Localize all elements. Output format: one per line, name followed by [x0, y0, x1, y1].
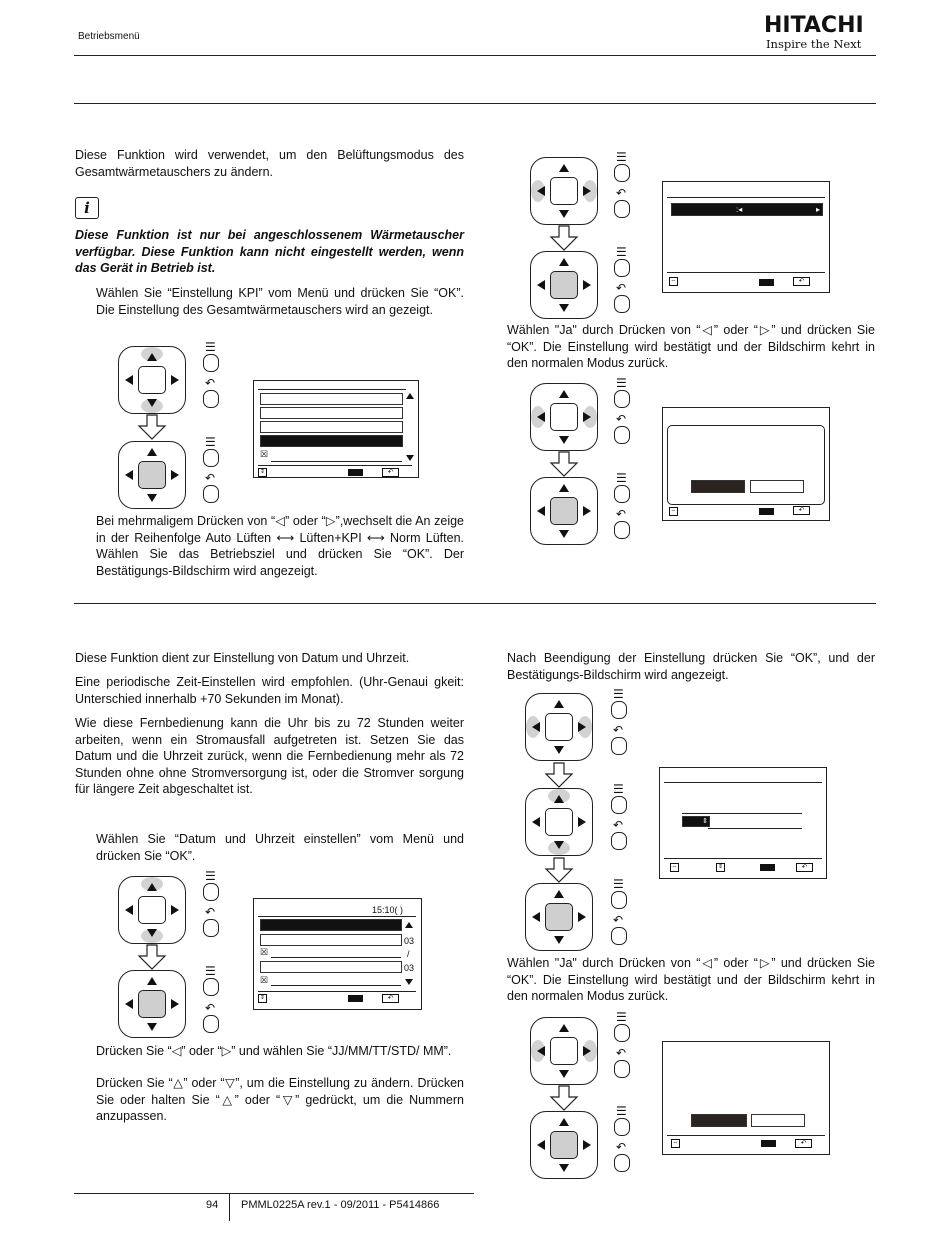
- footer-divider: [229, 1193, 230, 1221]
- left-right-icon: ⇔: [672, 1140, 679, 1146]
- section-rule-2: [74, 603, 876, 604]
- left-arrow-icon: [532, 722, 540, 732]
- left-right-icon: ⇔: [670, 278, 677, 284]
- date-step1-text: Wählen Sie “Datum und Uhrzeit einstellen” vom Menü und drücken Sie “OK”.: [96, 832, 464, 863]
- back-icon: ↶: [382, 994, 399, 1003]
- lcd-screen-confirm-1: [662, 407, 830, 521]
- back-icon: ↶: [616, 412, 627, 426]
- up-arrow-icon: [147, 448, 157, 456]
- back-icon: ↶: [205, 376, 216, 390]
- dpad: [530, 383, 598, 451]
- lcd-screen-confirm-2: [662, 1041, 830, 1155]
- back-icon: ↶: [205, 471, 216, 485]
- up-down-icon: ⇕: [717, 864, 724, 870]
- down-arrow-icon: [559, 210, 569, 218]
- back-button: [203, 390, 219, 408]
- menu-icon: ☰: [616, 376, 627, 390]
- ok-button: [138, 366, 166, 394]
- left-arrow-icon: [532, 912, 540, 922]
- ok-button: [545, 808, 573, 836]
- back-button: [611, 737, 627, 755]
- arrow-down-icon: [549, 225, 579, 251]
- dpad: [530, 157, 598, 225]
- intro-text-2: Diese Funktion dient zur Einstellung von Datum und Uhrzeit.: [75, 651, 410, 665]
- arrow-down-icon: [544, 857, 574, 883]
- lcd-screen-kpi-menu: [253, 380, 419, 478]
- arrow-down-icon: [549, 1085, 579, 1111]
- back-icon: ↶: [616, 186, 627, 200]
- down-arrow-icon: [147, 399, 157, 407]
- right-arrow-icon: [583, 412, 591, 422]
- dpad: [525, 693, 593, 761]
- ok-button: [138, 896, 166, 924]
- right-arrow-icon: [171, 375, 179, 385]
- menu-button: [614, 1118, 630, 1136]
- menu-button: [611, 891, 627, 909]
- menu-button: [203, 354, 219, 372]
- arrow-down-icon: [549, 451, 579, 477]
- checkbox-icon: ☒: [260, 975, 269, 985]
- menu-icon: ☰: [616, 150, 627, 164]
- ok-button: [550, 403, 578, 431]
- back-icon: ↶: [613, 818, 624, 832]
- info-icon: i: [75, 197, 99, 219]
- right-arrow-icon: [578, 722, 586, 732]
- back-button: [614, 1060, 630, 1078]
- page-number: 94: [206, 1199, 219, 1211]
- menu-icon: ☰: [205, 435, 216, 449]
- back-button: [611, 832, 627, 850]
- down-arrow-icon: [559, 304, 569, 312]
- right-arrow-icon: [171, 470, 179, 480]
- menu-icon: ☰: [205, 340, 216, 354]
- up-arrow-icon: [147, 353, 157, 361]
- checkbox-icon: ☒: [260, 449, 269, 459]
- back-icon: ↶: [616, 281, 627, 295]
- dpad: [118, 346, 186, 414]
- down-arrow-icon: [559, 1164, 569, 1172]
- up-arrow-icon: [559, 484, 569, 492]
- brand-name: HITACHI: [764, 13, 864, 38]
- arrow-down-icon: [544, 762, 574, 788]
- menu-button: [611, 701, 627, 719]
- up-arrow-icon: [559, 390, 569, 398]
- note-text: Diese Funktion ist nur bei angeschlossenem Wärmetauscher verfügbar. Diese Funktion kann nicht eingestellt werden, wenn das Gerät in Betrieb ist.: [75, 228, 464, 275]
- up-arrow-icon: [147, 977, 157, 985]
- menu-button: [614, 164, 630, 182]
- right-arrow-icon: [583, 506, 591, 516]
- dpad: [530, 251, 598, 319]
- screen-value-3: 03: [404, 963, 415, 973]
- menu-icon: ☰: [613, 782, 624, 796]
- ok-button: [138, 990, 166, 1018]
- left-arrow-icon: [537, 506, 545, 516]
- back-icon: ↶: [613, 913, 624, 927]
- menu-icon: ☰: [613, 877, 624, 891]
- down-arrow-icon: [147, 494, 157, 502]
- back-icon: ↶: [382, 468, 399, 477]
- back-icon: ↶: [796, 863, 813, 872]
- down-arrow-icon: [147, 929, 157, 937]
- up-arrow-icon: [559, 258, 569, 266]
- ok-button: [550, 497, 578, 525]
- left-arrow-icon: [532, 817, 540, 827]
- back-icon: ↶: [205, 1001, 216, 1015]
- down-arrow-icon: [559, 1070, 569, 1078]
- step2-text: Bei mehrmaligem Drücken von “◁” oder “▷”,wechselt die An zeige in der Reihenfolge Auto Lüften ⟷ Lüften+KPI ⟷ Norm Lüften. Wählen Sie das Betriebsziel und drücken Sie “OK”. Der Bestätigungs-Bildschirm wird angezeigt.: [96, 514, 464, 578]
- header-rule: [74, 55, 876, 56]
- menu-button: [614, 390, 630, 408]
- back-button: [203, 485, 219, 503]
- menu-icon: ☰: [616, 471, 627, 485]
- right-arrow-icon: [583, 1140, 591, 1150]
- back-button: [203, 1015, 219, 1033]
- back-button: [203, 919, 219, 937]
- dpad: [525, 788, 593, 856]
- right-arrow-icon: [578, 817, 586, 827]
- back-icon: ↶: [793, 277, 810, 286]
- dpad: [530, 477, 598, 545]
- step3-text: Wählen "Ja" durch Drücken von “◁” oder “▷” und drücken Sie “OK”. Die Einstellung wird bestätigt und der Bildschirm kehrt in den normalen Modus zurück.: [507, 323, 875, 370]
- up-arrow-icon: [559, 1024, 569, 1032]
- right-arrow-icon: [578, 912, 586, 922]
- menu-icon: ☰: [205, 964, 216, 978]
- left-arrow-icon: [125, 905, 133, 915]
- left-arrow-icon: [537, 1140, 545, 1150]
- ok-button: [550, 1131, 578, 1159]
- lcd-screen-date-edit: ⇕ ⇔ ⇕ ↶: [659, 767, 827, 879]
- dpad: [118, 876, 186, 944]
- up-down-icon: ⇕: [259, 995, 266, 1001]
- dpad: [525, 883, 593, 951]
- brand-logo: [764, 14, 874, 51]
- back-icon: ↶: [613, 723, 624, 737]
- dpad: [530, 1111, 598, 1179]
- left-arrow-icon: [125, 375, 133, 385]
- up-arrow-icon: [559, 1118, 569, 1126]
- date-step3-text: Nach Beendigung der Einstellung drücken Sie “OK”, und der Bestätigungs-Bildschirm wird angezeigt.: [507, 651, 875, 682]
- right-arrow-icon: [583, 280, 591, 290]
- section-rule-1: [74, 103, 876, 104]
- ok-button: [550, 271, 578, 299]
- dpad: [118, 441, 186, 509]
- down-arrow-icon: [554, 841, 564, 849]
- step1-text: Wählen Sie “Einstellung KPI” vom Menü und drücken Sie “OK”. Die Einstellung des Gesamtwärmetauschers wird an gezeigt.: [96, 286, 464, 317]
- down-arrow-icon: [559, 436, 569, 444]
- left-arrow-icon: [537, 280, 545, 290]
- menu-button: [203, 883, 219, 901]
- left-arrow-icon: [537, 1046, 545, 1056]
- back-button: [614, 426, 630, 444]
- dpad: [530, 1017, 598, 1085]
- power-failure-text: Wie diese Fernbedienung kann die Uhr bis zu 72 Stunden weiter arbeiten, wenn ein Stromausfall aufgetreten ist. Setzen Sie das Datum und die Uhrzeit zurück, wenn die Fernbedienung mehr als 72 Stunden ohne ohne Stromversorgung ist, oder die Stromver sorgung für längere Zeit abgeschaltet ist.: [75, 716, 464, 796]
- intro-text-1: Diese Funktion wird verwendet, um den Belüftungsmodus des Gesamtwärmetauschers zu ändern.: [75, 148, 464, 179]
- menu-button: [203, 978, 219, 996]
- back-button: [614, 521, 630, 539]
- up-down-icon: ⇕: [259, 469, 266, 475]
- menu-icon: ☰: [205, 869, 216, 883]
- back-icon: ↶: [793, 506, 810, 515]
- left-arrow-icon: [537, 412, 545, 422]
- back-button: [614, 1154, 630, 1172]
- down-arrow-icon: [554, 746, 564, 754]
- screen-value-2: /: [407, 949, 410, 959]
- up-arrow-icon: [147, 883, 157, 891]
- left-arrow-icon: [125, 999, 133, 1009]
- down-arrow-icon: [559, 530, 569, 538]
- down-arrow-icon: [147, 1023, 157, 1031]
- back-button: [611, 927, 627, 945]
- up-arrow-icon: [554, 890, 564, 898]
- left-arrow-icon: [125, 470, 133, 480]
- ok-button: [550, 177, 578, 205]
- back-button: [614, 200, 630, 218]
- right-arrow-icon: [171, 999, 179, 1009]
- lcd-screen-kpi-select: :◂ ▸ ⇔ ↶: [662, 181, 830, 293]
- up-arrow-icon: [554, 795, 564, 803]
- date-step2b-text: Drücken Sie “△” oder “▽”, um die Einstellung zu ändern. Drücken Sie oder halten Sie “△” oder “▽” gedrückt, um die Nummern anzupassen.: [96, 1076, 464, 1123]
- left-arrow-icon: [537, 186, 545, 196]
- brand-slogan: Inspire the Next: [766, 37, 862, 51]
- menu-icon: ☰: [616, 1104, 627, 1118]
- back-icon: ↶: [795, 1139, 812, 1148]
- up-arrow-icon: [554, 700, 564, 708]
- footer-rule: [74, 1193, 474, 1194]
- down-arrow-icon: [554, 936, 564, 944]
- menu-button: [614, 259, 630, 277]
- checkbox-icon: ☒: [260, 947, 269, 957]
- header-section: Betriebsmenü: [78, 31, 140, 42]
- lcd-screen-date-menu: [253, 898, 422, 1010]
- ok-button: [545, 903, 573, 931]
- dpad: [118, 970, 186, 1038]
- back-icon: ↶: [616, 507, 627, 521]
- document-id: PMML0225A rev.1 - 09/2011 - P5414866: [241, 1199, 440, 1211]
- back-icon: ↶: [205, 905, 216, 919]
- menu-button: [203, 449, 219, 467]
- ok-button: [550, 1037, 578, 1065]
- right-arrow-icon: [583, 186, 591, 196]
- ok-button: [545, 713, 573, 741]
- arrow-down-icon: [137, 944, 167, 970]
- ok-button: [138, 461, 166, 489]
- arrow-down-icon: [137, 414, 167, 440]
- menu-icon: ☰: [613, 687, 624, 701]
- menu-icon: ☰: [616, 1010, 627, 1024]
- up-arrow-icon: [559, 164, 569, 172]
- back-icon: ↶: [616, 1140, 627, 1154]
- left-right-icon: ⇔: [671, 864, 678, 870]
- menu-icon: ☰: [616, 245, 627, 259]
- back-button: [614, 295, 630, 313]
- clock-display: 15:10( ): [372, 905, 404, 915]
- back-icon: ↶: [616, 1046, 627, 1060]
- right-arrow-icon: [171, 905, 179, 915]
- left-right-icon: ⇔: [670, 508, 677, 514]
- menu-button: [614, 1024, 630, 1042]
- date-step4-text: Wählen "Ja" durch Drücken von “◁” oder “▷” und drücken Sie “OK”. Die Einstellung wird bestätigt und der Bildschirm kehrt in den normalen Modus zurück.: [507, 956, 875, 1003]
- menu-button: [614, 485, 630, 503]
- screen-value-1: 03: [404, 936, 415, 946]
- accuracy-text: Eine periodische Zeit-Einstellen wird empfohlen. (Uhr-Genaui gkeit: Unterschied innerhalb +70 Sekunden im Monat).: [75, 675, 464, 706]
- date-step2a-text: Drücken Sie “◁” oder “▷” und wählen Sie “JJ/MM/TT/STD/ MM”.: [96, 1044, 452, 1058]
- right-arrow-icon: [583, 1046, 591, 1056]
- menu-button: [611, 796, 627, 814]
